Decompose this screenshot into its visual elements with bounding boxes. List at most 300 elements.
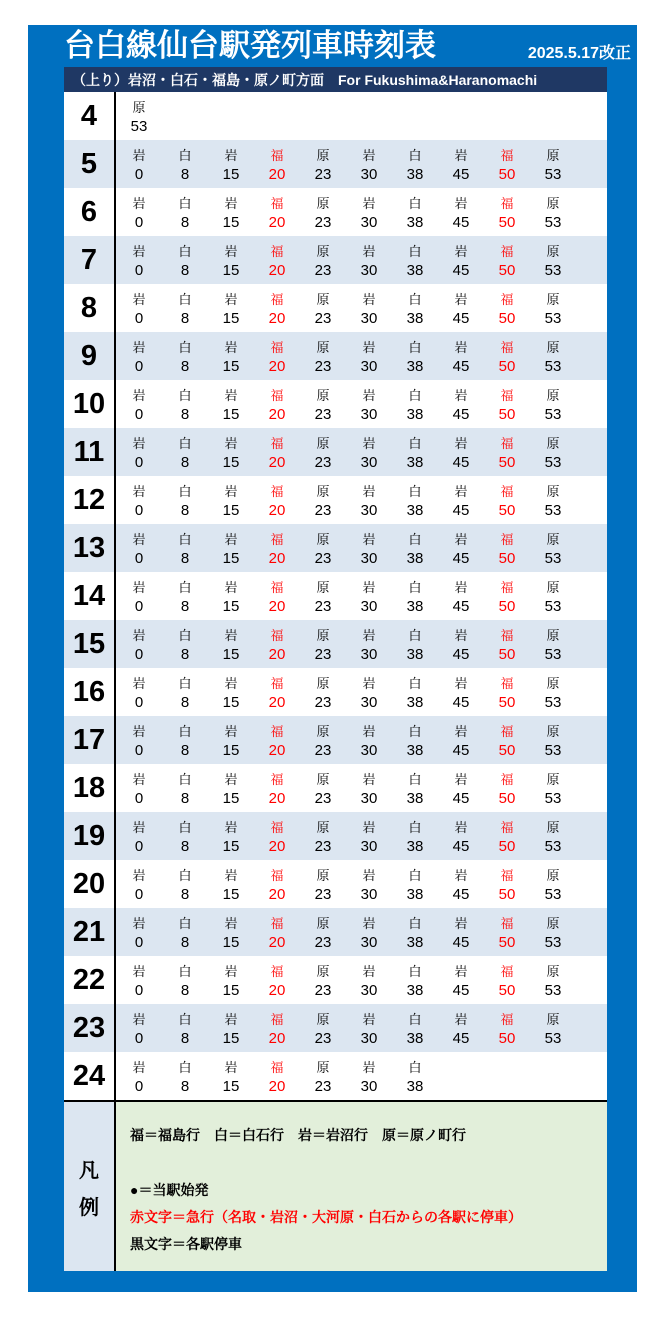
train-express [254, 620, 300, 668]
train-departure-minute: 23 [314, 453, 332, 471]
train-destination-code: 白 [178, 339, 192, 355]
train-express [254, 284, 300, 332]
train-destination-code: 原 [546, 531, 560, 547]
train-express [484, 764, 530, 812]
train-departure-minute: 30 [360, 165, 378, 183]
train-departure-minute: 15 [222, 693, 240, 711]
train-destination-code: 白 [178, 915, 192, 931]
train-departure-minute: 53 [544, 981, 562, 999]
train-destination-code: 白 [178, 147, 192, 163]
train-destination-code: 原 [546, 867, 560, 883]
train-express [484, 380, 530, 428]
train-local [162, 764, 208, 812]
train-departure-minute: 53 [544, 693, 562, 711]
train-local [162, 332, 208, 380]
train-departure-minute: 23 [314, 933, 332, 951]
train-destination-code: 岩 [362, 771, 376, 787]
train-departure-minute: 8 [180, 1029, 190, 1047]
train-express [484, 572, 530, 620]
train-departure-minute: 50 [498, 309, 516, 327]
train-departure-minute: 15 [222, 885, 240, 903]
train-destination-code: 福 [270, 531, 284, 547]
train-departure-minute: 8 [180, 213, 190, 231]
train-destination-code: 岩 [224, 723, 238, 739]
train-destination-code: 岩 [132, 723, 146, 739]
train-departure-minute: 15 [222, 309, 240, 327]
train-departure-minute: 50 [498, 789, 516, 807]
train-destination-code: 岩 [454, 771, 468, 787]
train-departure-minute: 8 [180, 741, 190, 759]
train-destination-code: 岩 [362, 195, 376, 211]
train-departure-minute: 23 [314, 261, 332, 279]
train-destination-code: 岩 [454, 723, 468, 739]
train-local [530, 332, 576, 380]
train-local [346, 332, 392, 380]
train-departure-minute: 8 [180, 885, 190, 903]
train-express [484, 620, 530, 668]
train-local [162, 1004, 208, 1052]
train-destination-code: 原 [546, 195, 560, 211]
train-destination-code: 岩 [454, 819, 468, 835]
train-destination-code: 岩 [224, 867, 238, 883]
train-departure-minute: 53 [544, 309, 562, 327]
minutes-track [116, 140, 607, 188]
train-departure-minute: 23 [314, 789, 332, 807]
train-departure-minute: 30 [360, 597, 378, 615]
train-destination-code: 白 [408, 147, 422, 163]
train-departure-minute: 45 [452, 165, 470, 183]
train-local [438, 524, 484, 572]
train-departure-minute: 50 [498, 261, 516, 279]
minutes-track [116, 428, 607, 476]
train-destination-code: 岩 [362, 819, 376, 835]
train-local [346, 860, 392, 908]
train-destination-code: 岩 [362, 915, 376, 931]
train-local [346, 1004, 392, 1052]
train-destination-code: 原 [316, 435, 330, 451]
train-local [392, 476, 438, 524]
train-departure-minute: 50 [498, 549, 516, 567]
train-departure-minute: 15 [222, 837, 240, 855]
legend-label-char-bottom: 例 [79, 1196, 99, 1219]
train-destination-code: 白 [408, 771, 422, 787]
train-local [162, 284, 208, 332]
hour-label: 11 [64, 428, 116, 476]
train-express [254, 188, 300, 236]
train-departure-minute: 20 [268, 885, 286, 903]
train-departure-minute: 15 [222, 165, 240, 183]
train-departure-minute: 23 [314, 309, 332, 327]
train-departure-minute: 15 [222, 1077, 240, 1095]
train-local [162, 428, 208, 476]
train-departure-minute: 45 [452, 501, 470, 519]
train-departure-minute: 45 [452, 981, 470, 999]
minutes-track [116, 1052, 607, 1100]
train-local [438, 188, 484, 236]
train-departure-minute: 8 [180, 597, 190, 615]
train-local [208, 620, 254, 668]
train-departure-minute: 0 [134, 1029, 144, 1047]
minutes-track [116, 1004, 607, 1052]
train-express [484, 716, 530, 764]
train-local [530, 812, 576, 860]
train-departure-minute: 50 [498, 213, 516, 231]
train-destination-code: 岩 [454, 579, 468, 595]
train-express [254, 236, 300, 284]
train-local [208, 524, 254, 572]
train-destination-code: 福 [500, 1011, 514, 1027]
train-express [254, 812, 300, 860]
train-local [346, 812, 392, 860]
train-local [208, 380, 254, 428]
train-local [116, 956, 162, 1004]
train-local [162, 236, 208, 284]
train-local [392, 764, 438, 812]
train-departure-minute: 50 [498, 165, 516, 183]
train-local [300, 860, 346, 908]
train-local [162, 860, 208, 908]
train-express [254, 716, 300, 764]
train-departure-minute: 0 [134, 405, 144, 423]
train-destination-code: 白 [178, 627, 192, 643]
train-express [484, 668, 530, 716]
train-departure-minute: 38 [406, 837, 424, 855]
train-destination-code: 岩 [224, 1011, 238, 1027]
train-departure-minute: 50 [498, 597, 516, 615]
train-departure-minute: 45 [452, 741, 470, 759]
train-departure-minute: 38 [406, 357, 424, 375]
train-local [162, 572, 208, 620]
train-departure-minute: 30 [360, 453, 378, 471]
train-destination-code: 原 [546, 1011, 560, 1027]
train-destination-code: 岩 [224, 339, 238, 355]
train-departure-minute: 30 [360, 933, 378, 951]
train-destination-code: 岩 [132, 1011, 146, 1027]
train-departure-minute: 0 [134, 981, 144, 999]
train-departure-minute: 8 [180, 837, 190, 855]
page-title: 台白線仙台駅発列車時刻表 [64, 28, 436, 63]
train-destination-code: 岩 [362, 627, 376, 643]
train-local [530, 284, 576, 332]
train-local [300, 956, 346, 1004]
train-destination-code: 白 [408, 819, 422, 835]
train-departure-minute: 0 [134, 165, 144, 183]
train-destination-code: 岩 [224, 579, 238, 595]
train-departure-minute: 30 [360, 837, 378, 855]
minutes-track [116, 284, 607, 332]
train-departure-minute: 38 [406, 789, 424, 807]
train-departure-minute: 38 [406, 885, 424, 903]
train-destination-code: 福 [270, 819, 284, 835]
train-destination-code: 福 [500, 291, 514, 307]
train-departure-minute: 15 [222, 549, 240, 567]
train-destination-code: 岩 [224, 963, 238, 979]
train-departure-minute: 53 [544, 597, 562, 615]
train-departure-minute: 45 [452, 213, 470, 231]
hour-row-24 [64, 1052, 607, 1100]
train-departure-minute: 50 [498, 933, 516, 951]
train-departure-minute: 50 [498, 981, 516, 999]
title-bar [28, 25, 637, 67]
train-departure-minute: 0 [134, 453, 144, 471]
train-local [392, 1004, 438, 1052]
train-destination-code: 福 [500, 147, 514, 163]
train-destination-code: 岩 [454, 1011, 468, 1027]
train-local [392, 188, 438, 236]
train-express [484, 236, 530, 284]
train-departure-minute: 30 [360, 885, 378, 903]
train-destination-code: 岩 [454, 963, 468, 979]
train-destination-code: 岩 [224, 243, 238, 259]
train-express [484, 812, 530, 860]
train-local [116, 332, 162, 380]
train-departure-minute: 38 [406, 501, 424, 519]
legend-content [116, 1102, 607, 1271]
revision-date: 2025.5.17改正 [527, 45, 631, 62]
train-local [116, 908, 162, 956]
train-destination-code: 原 [546, 579, 560, 595]
train-departure-minute: 45 [452, 1029, 470, 1047]
hour-label: 13 [64, 524, 116, 572]
hour-row-20 [64, 860, 607, 908]
train-local [208, 332, 254, 380]
minutes-track [116, 668, 607, 716]
train-departure-minute: 15 [222, 789, 240, 807]
hour-row-11 [64, 428, 607, 476]
train-departure-minute: 38 [406, 741, 424, 759]
train-destination-code: 原 [546, 915, 560, 931]
train-departure-minute: 53 [544, 261, 562, 279]
train-local [438, 380, 484, 428]
train-local [300, 332, 346, 380]
legend [64, 1100, 607, 1271]
train-local [162, 908, 208, 956]
train-departure-minute: 50 [498, 1029, 516, 1047]
train-departure-minute: 0 [134, 933, 144, 951]
train-destination-code: 岩 [454, 867, 468, 883]
train-departure-minute: 45 [452, 261, 470, 279]
hour-label: 18 [64, 764, 116, 812]
train-local [300, 572, 346, 620]
train-destination-code: 原 [546, 339, 560, 355]
train-departure-minute: 23 [314, 741, 332, 759]
train-departure-minute: 23 [314, 597, 332, 615]
train-local [208, 812, 254, 860]
minutes-track [116, 92, 607, 140]
train-express [484, 524, 530, 572]
train-destination-code: 岩 [362, 723, 376, 739]
train-departure-minute: 20 [268, 501, 286, 519]
train-destination-code: 福 [500, 339, 514, 355]
train-destination-code: 白 [408, 387, 422, 403]
train-destination-code: 白 [178, 435, 192, 451]
train-destination-code: 岩 [362, 291, 376, 307]
train-local [208, 860, 254, 908]
train-destination-code: 岩 [454, 483, 468, 499]
train-departure-minute: 15 [222, 933, 240, 951]
train-destination-code: 白 [178, 531, 192, 547]
train-local [530, 524, 576, 572]
minutes-track [116, 188, 607, 236]
minutes-track [116, 908, 607, 956]
train-local [162, 716, 208, 764]
train-departure-minute: 0 [134, 549, 144, 567]
train-destination-code: 岩 [454, 627, 468, 643]
train-departure-minute: 53 [544, 933, 562, 951]
train-departure-minute: 20 [268, 453, 286, 471]
train-local [392, 380, 438, 428]
train-destination-code: 岩 [362, 387, 376, 403]
train-destination-code: 原 [546, 675, 560, 691]
train-departure-minute: 23 [314, 165, 332, 183]
train-departure-minute: 53 [544, 837, 562, 855]
train-destination-code: 原 [316, 291, 330, 307]
train-local [116, 140, 162, 188]
train-destination-code: 岩 [454, 291, 468, 307]
train-departure-minute: 45 [452, 357, 470, 375]
train-local [116, 1004, 162, 1052]
legend-express-note: 赤文字＝急行（名取・岩沼・大河原・白石からの各駅に停車） [130, 1209, 522, 1225]
train-express [254, 1004, 300, 1052]
train-local [392, 140, 438, 188]
train-departure-minute: 30 [360, 501, 378, 519]
train-departure-minute: 23 [314, 1029, 332, 1047]
train-destination-code: 白 [178, 675, 192, 691]
train-departure-minute: 15 [222, 213, 240, 231]
hour-row-5 [64, 140, 607, 188]
train-local [208, 284, 254, 332]
train-local [116, 668, 162, 716]
train-departure-minute: 8 [180, 645, 190, 663]
train-destination-code: 岩 [454, 387, 468, 403]
train-destination-code: 岩 [132, 339, 146, 355]
train-local [438, 236, 484, 284]
train-destination-code: 白 [408, 483, 422, 499]
train-local [162, 380, 208, 428]
train-destination-code: 白 [408, 291, 422, 307]
train-departure-minute: 8 [180, 501, 190, 519]
train-departure-minute: 15 [222, 261, 240, 279]
train-departure-minute: 0 [134, 837, 144, 855]
train-departure-minute: 0 [134, 357, 144, 375]
train-departure-minute: 8 [180, 309, 190, 327]
train-express [254, 428, 300, 476]
train-local [392, 332, 438, 380]
train-departure-minute: 38 [406, 453, 424, 471]
train-express [484, 284, 530, 332]
train-departure-minute: 38 [406, 1029, 424, 1047]
train-local [392, 908, 438, 956]
train-departure-minute: 8 [180, 933, 190, 951]
train-destination-code: 岩 [132, 771, 146, 787]
train-departure-minute: 15 [222, 357, 240, 375]
train-destination-code: 岩 [362, 483, 376, 499]
hour-label: 10 [64, 380, 116, 428]
train-local [346, 716, 392, 764]
train-destination-code: 白 [178, 723, 192, 739]
train-departure-minute: 0 [134, 501, 144, 519]
train-destination-code: 原 [316, 675, 330, 691]
train-destination-code: 原 [546, 435, 560, 451]
train-local [530, 1004, 576, 1052]
train-destination-code: 福 [500, 819, 514, 835]
train-destination-code: 白 [178, 1011, 192, 1027]
hour-row-22 [64, 956, 607, 1004]
train-local [346, 428, 392, 476]
train-departure-minute: 20 [268, 165, 286, 183]
train-destination-code: 福 [500, 723, 514, 739]
train-departure-minute: 50 [498, 357, 516, 375]
train-local [116, 428, 162, 476]
train-destination-code: 福 [500, 195, 514, 211]
hour-label: 9 [64, 332, 116, 380]
train-departure-minute: 23 [314, 549, 332, 567]
train-destination-code: 岩 [362, 147, 376, 163]
train-departure-minute: 0 [134, 645, 144, 663]
train-departure-minute: 20 [268, 741, 286, 759]
train-local [392, 668, 438, 716]
train-departure-minute: 20 [268, 837, 286, 855]
train-destination-code: 原 [316, 1059, 330, 1075]
minutes-track [116, 332, 607, 380]
train-destination-code: 原 [546, 771, 560, 787]
train-destination-code: 岩 [132, 531, 146, 547]
train-departure-minute: 53 [544, 213, 562, 231]
train-departure-minute: 53 [544, 405, 562, 423]
train-local [116, 524, 162, 572]
train-departure-minute: 20 [268, 549, 286, 567]
train-local [346, 380, 392, 428]
train-departure-minute: 53 [544, 1029, 562, 1047]
train-local [530, 668, 576, 716]
train-departure-minute: 38 [406, 309, 424, 327]
train-departure-minute: 23 [314, 885, 332, 903]
train-departure-minute: 38 [406, 933, 424, 951]
hour-label: 23 [64, 1004, 116, 1052]
train-departure-minute: 15 [222, 1029, 240, 1047]
train-departure-minute: 45 [452, 309, 470, 327]
train-destination-code: 岩 [132, 291, 146, 307]
train-destination-code: 岩 [454, 243, 468, 259]
train-departure-minute: 0 [134, 693, 144, 711]
train-local [300, 428, 346, 476]
train-destination-code: 白 [408, 915, 422, 931]
train-departure-minute: 8 [180, 405, 190, 423]
train-departure-minute: 45 [452, 693, 470, 711]
train-departure-minute: 20 [268, 261, 286, 279]
train-destination-code: 福 [270, 147, 284, 163]
train-destination-code: 原 [132, 99, 146, 115]
train-departure-minute: 45 [452, 645, 470, 663]
train-local [392, 524, 438, 572]
train-departure-minute: 45 [452, 789, 470, 807]
legend-label-char-top: 凡 [79, 1159, 99, 1182]
train-departure-minute: 23 [314, 501, 332, 519]
train-destination-code: 福 [500, 963, 514, 979]
train-local [346, 620, 392, 668]
train-destination-code: 岩 [224, 915, 238, 931]
train-express [254, 956, 300, 1004]
train-local [346, 284, 392, 332]
train-destination-code: 岩 [362, 1059, 376, 1075]
poster-frame [28, 25, 637, 1292]
train-departure-minute: 20 [268, 933, 286, 951]
train-destination-code: 白 [178, 291, 192, 307]
train-departure-minute: 50 [498, 693, 516, 711]
timetable [64, 92, 607, 1100]
hour-label: 5 [64, 140, 116, 188]
hour-row-8 [64, 284, 607, 332]
